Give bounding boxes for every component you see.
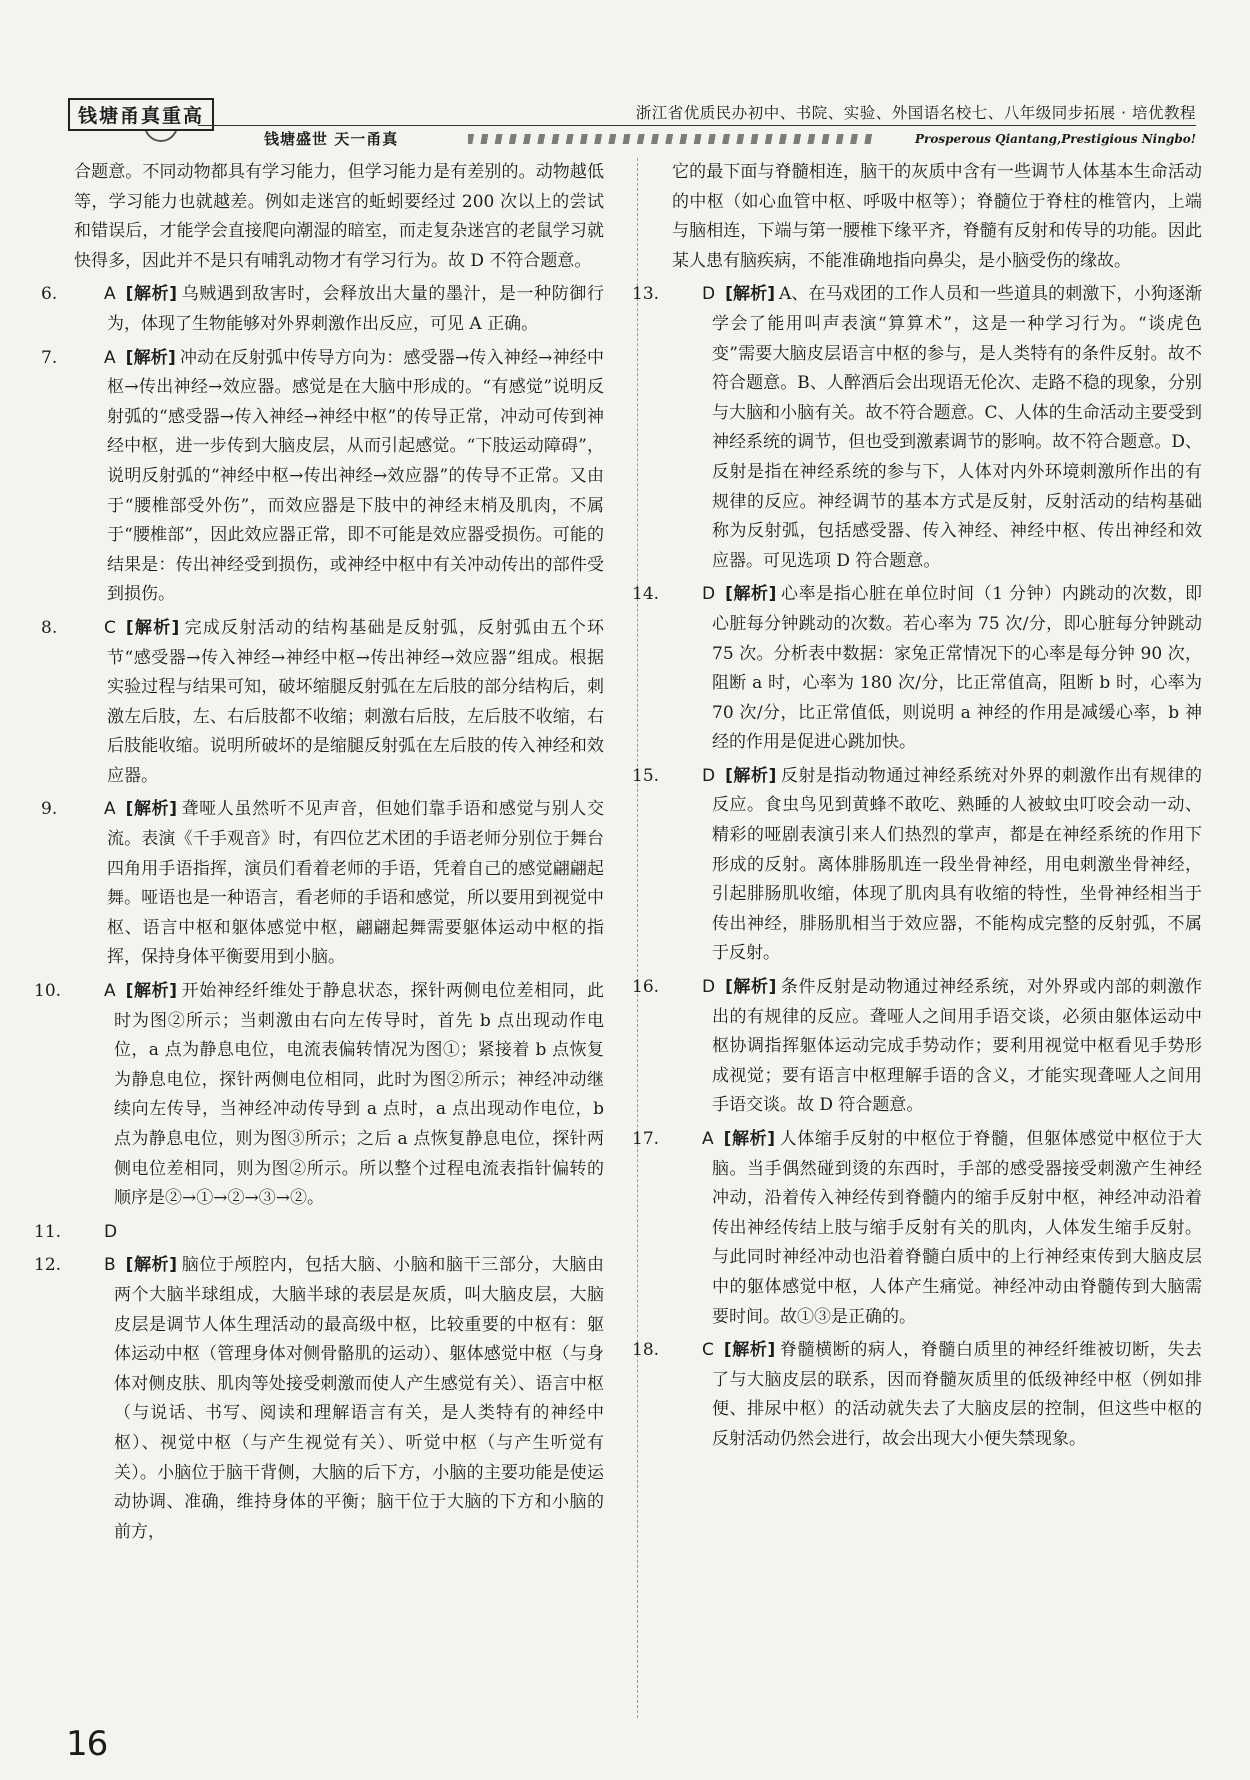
answer-entry — [41, 280, 605, 339]
analysis-tag: [解析] — [125, 1255, 178, 1276]
question-number: 7. — [41, 347, 58, 368]
analysis-text: 冲动在反射弧中传导方向为：感受器→传入神经→神经中枢→传出神经→效应器。感觉是在大脑中形成的。“有感觉”说明反射弧的“感受器→传入神经→神经中枢”的传导正常，冲动可传到神经中枢，进一步传到大脑皮层，从而引起感觉。“下肢运动障碍”，说明反射弧的“神经中枢→传出神经→效应器”的传导不正常。又由于“腰椎部受外伤”，而效应器是下肢中的神经末梢及肌肉，不属于“腰椎部”，因此效应器正常，即不可能是效应器受损伤。可能的结果是：传出神经受到损伤，或神经中枢中有关冲动传出的部件受到损伤。 — [107, 347, 604, 605]
analysis-text: 心率是指心脏在单位时间（1 分钟）内跳动的次数，即心脏每分钟跳动的次数。若心率为 75 次/分，即心脏每分钟跳动 75 次。分析表中数据：家兔正常情况下的心率是每分钟 90 次，阻断 a 时，心率为 180 次/分，比正常值高，阻断 b 时，心率为 70 次/分，比正常值低，则说明 a 神经的作用是减缓心率，b 神经的作用是促进心跳加快。 — [712, 584, 1203, 753]
answer-entry — [632, 280, 1202, 576]
answer-entry — [34, 1251, 604, 1547]
header-stripe-decoration — [468, 134, 873, 144]
analysis-tag: [解析] — [125, 617, 180, 638]
answer-letter: A — [702, 1129, 714, 1149]
question-number: 6. — [41, 284, 58, 305]
answer-list-right — [632, 280, 1203, 1454]
header-rule — [198, 125, 1196, 126]
question-number: 10. — [34, 981, 62, 1002]
question-number: 14. — [632, 584, 660, 605]
analysis-text: 完成反射活动的结构基础是反射弧，反射弧由五个环节“感受器→传入神经→神经中枢→传出神经→效应器”组成。根据实验过程与结果可知，破坏缩腿反射弧在左后肢的部分结构后，刺激左后肢，左、右后肢都不收缩；刺激右后肢，左后肢不收缩，右后肢能收缩。说明所破坏的是缩腿反射弧在左后肢的传入神经和效应器。 — [107, 617, 604, 786]
analysis-text: 开始神经纤维处于静息状态，探针两侧电位差相同，此时为图②所示；当刺激由右向左传导时，首先 b 点出现动作电位，a 点为静息电位，电流表偏转情况为图①；紧接着 b 点恢复为静息电位，探针两侧电位相同，此时为图②所示；神经冲动继续向左传导，当神经冲动传导到 a 点时，a 点出现动作电位，b 点为静息电位，则为图③所示；之后 a 点恢复静息电位，探针两侧电位差相同，则为图②所示。所以整个过程电流表指针偏转的顺序是②→①→②→③→②。 — [114, 981, 605, 1209]
question-number: 17. — [632, 1129, 660, 1149]
question-number: 16. — [632, 977, 660, 998]
answer-letter: C — [702, 1340, 714, 1361]
answer-letter: D — [702, 284, 716, 305]
answer-letter: D — [702, 977, 716, 998]
answer-entry — [632, 1125, 1203, 1332]
answer-entry — [34, 977, 605, 1214]
question-number: 15. — [632, 765, 660, 786]
left-column — [34, 158, 605, 1551]
page-header — [68, 98, 1196, 154]
right-column — [632, 158, 1203, 1459]
page-number: 16 — [66, 1724, 108, 1764]
answer-entry — [41, 344, 604, 610]
answer-entry — [632, 580, 1203, 758]
analysis-text: 人体缩手反射的中枢位于脊髓，但躯体感觉中枢位于大脑。当手偶然碰到烫的东西时，手部的感受器接受刺激产生神经冲动，沿着传入神经传到脊髓内的缩手反射中枢，神经冲动沿着传出神经传结上肢与缩手反射有关的肌肉，人体发生缩手反射。与此同时神经冲动也沿着脊髓白质中的上行神经束传到大脑皮层中的躯体感觉中枢，人体产生痛觉。神经冲动由脊髓传到大脑需要时间。故①③是正确的。 — [712, 1129, 1203, 1327]
analysis-text: 聋哑人虽然听不见声音，但她们靠手语和感觉与别人交流。表演《千手观音》时，有四位艺术团的手语老师分别位于舞台四角用手语指挥，演员们看着老师的手语，凭着自己的感觉翩翩起舞。哑语也是一种语言，看老师的手语和感觉，所以要用到视觉中枢、语言中枢和躯体感觉中枢，翩翩起舞需要躯体运动中枢的指挥，保持身体平衡要用到小脑。 — [107, 799, 605, 968]
answer-letter: D — [702, 765, 716, 786]
analysis-text: 脑位于颅腔内，包括大脑、小脑和脑干三部分，大脑由两个大脑半球组成，大脑半球的表层是灰质，叫大脑皮层，大脑皮层是调节人体生理活动的最高级中枢，比较重要的中枢有：躯体运动中枢（管理身体对侧骨骼肌的运动）、躯体感觉中枢（与身体对侧皮肤、肌肉等处接受刺激而使人产生感觉有关）、语言中枢（与说话、书写、阅读和理解语言有关，是人类特有的神经中枢）、视觉中枢（与产生视觉有关）、听觉中枢（与产生听觉有关）。小脑位于脑干背侧，大脑的后下方，小脑的主要功能是使运动协调、准确，维持身体的平衡；脑干位于大脑的下方和小脑的前方， — [114, 1255, 604, 1542]
analysis-tag: [解析] — [125, 981, 178, 1002]
answer-entry — [632, 973, 1202, 1121]
answer-letter: B — [104, 1255, 116, 1276]
brand-title: 钱塘甬真重高 — [68, 98, 214, 131]
answer-list-left — [34, 280, 605, 1547]
answer-letter: C — [104, 617, 116, 638]
header-slogan: 钱塘盛世 天一甬真 — [264, 130, 399, 148]
answer-letter: A — [104, 981, 116, 1002]
question-number: 9. — [41, 799, 58, 820]
analysis-tag: [解析] — [725, 584, 777, 605]
question-number: 18. — [632, 1340, 660, 1361]
answer-letter: D — [104, 1221, 118, 1242]
question-number: 13. — [632, 284, 660, 305]
analysis-tag: [解析] — [723, 1340, 776, 1361]
continuation-paragraph: 合题意。不同动物都具有学习能力，但学习能力是有差别的。动物越低等，学习能力也就越差。例如走迷宫的蚯蚓要经过 200 次以上的尝试和错误后，才能学会直接爬向潮湿的暗室，而走复杂迷宫的老鼠学习就快得多，因此并不是只有哺乳动物才有学习行为。故 D 不符合题意。 — [74, 162, 604, 271]
column-divider — [637, 158, 638, 1718]
question-number: 8. — [41, 617, 58, 638]
answer-letter: A — [104, 347, 116, 368]
analysis-text: 反射是指动物通过神经系统对外界的刺激作出有规律的反应。食虫鸟见到黄蜂不敢吃、熟睡的人被蚊虫叮咬会动一动、精彩的哑剧表演引来人们热烈的掌声，都是在神经系统的作用下形成的反射。离体腓肠肌连一段坐骨神经，用电刺激坐骨神经，引起腓肠肌收缩，体现了肌肉具有收缩的特性，坐骨神经相当于传出神经，腓肠肌相当于效应器，不能构成完整的反射弧，不属于反射。 — [712, 765, 1202, 964]
analysis-tag: [解析] — [725, 284, 775, 305]
answer-entry — [34, 1218, 604, 1248]
answer-entry — [632, 762, 1202, 969]
analysis-tag: [解析] — [125, 284, 178, 305]
analysis-tag: [解析] — [125, 799, 178, 820]
analysis-tag: [解析] — [723, 1129, 776, 1149]
analysis-tag: [解析] — [725, 765, 777, 786]
analysis-text: 脊髓横断的病人，脊髓白质里的神经纤维被切断，失去了与大脑皮层的联系，因而脊髓灰质里的低级神经中枢（例如排便、排尿中枢）的活动就失去了大脑皮层的控制，但这些中枢的反射活动仍然会进行，故会出现大小便失禁现象。 — [712, 1340, 1203, 1449]
analysis-text: 条件反射是动物通过神经系统，对外界或内部的刺激作出的有规律的反应。聋哑人之间用手语交谈，必须由躯体运动中枢协调指挥躯体运动完成手势动作；要利用视觉中枢看见手势形成视觉；要有语言中枢理解手语的含义，才能实现聋哑人之间用手语交谈。故 D 符合题意。 — [712, 977, 1202, 1116]
answer-letter: D — [702, 584, 716, 605]
analysis-tag: [解析] — [725, 977, 777, 998]
question-number: 11. — [34, 1221, 62, 1242]
analysis-text: 乌贼遇到敌害时，会释放出大量的墨汁，是一种防御行为，体现了生物能够对外界刺激作出反应，可见 A 正确。 — [107, 284, 605, 334]
answer-letter: A — [104, 284, 116, 305]
series-title: 浙江省优质民办初中、书院、实验、外国语名校七、八年级同步拓展 · 培优教程 — [635, 104, 1196, 122]
english-slogan: Prosperous Qiantang,Prestigious Ningbo! — [915, 132, 1196, 146]
answer-entry — [41, 795, 605, 973]
continuation-paragraph: 它的最下面与脊髓相连，脑干的灰质中含有一些调节人体基本生命活动的中枢（如心血管中枢、呼吸中枢等）；脊髓位于脊柱的椎管内，上端与脑相连，下端与第一腰椎下缘平齐，脊髓有反射和传导的功能。因此某人患有脑疾病，不能准确地指向鼻尖，是小脑受伤的缘故。 — [672, 162, 1202, 271]
question-number: 12. — [34, 1255, 62, 1276]
answer-letter: A — [104, 799, 116, 820]
answer-entry — [632, 1336, 1203, 1454]
analysis-text: A、在马戏团的工作人员和一些道具的刺激下，小狗逐渐学会了能用叫声表演“算算术”，这是一种学习行为。“谈虎色变”需要大脑皮层语言中枢的参与，是人类特有的条件反射。故不符合题意。B、人醉酒后会出现语无伦次、走路不稳的现象，分别与大脑和小脑有关。故不符合题意。C、人体的生命活动主要受到神经系统的调节，但也受到激素调节的影响。故不符合题意。D、反射是指在神经系统的参与下，人体对内外环境刺激所作出的有规律的反应。神经调节的基本方式是反射，反射活动的结构基础称为反射弧，包括感受器、传入神经、神经中枢、传出神经和效应器。可见选项 D 符合题意。 — [712, 284, 1202, 571]
answer-entry — [41, 614, 604, 792]
analysis-tag: [解析] — [125, 347, 176, 368]
